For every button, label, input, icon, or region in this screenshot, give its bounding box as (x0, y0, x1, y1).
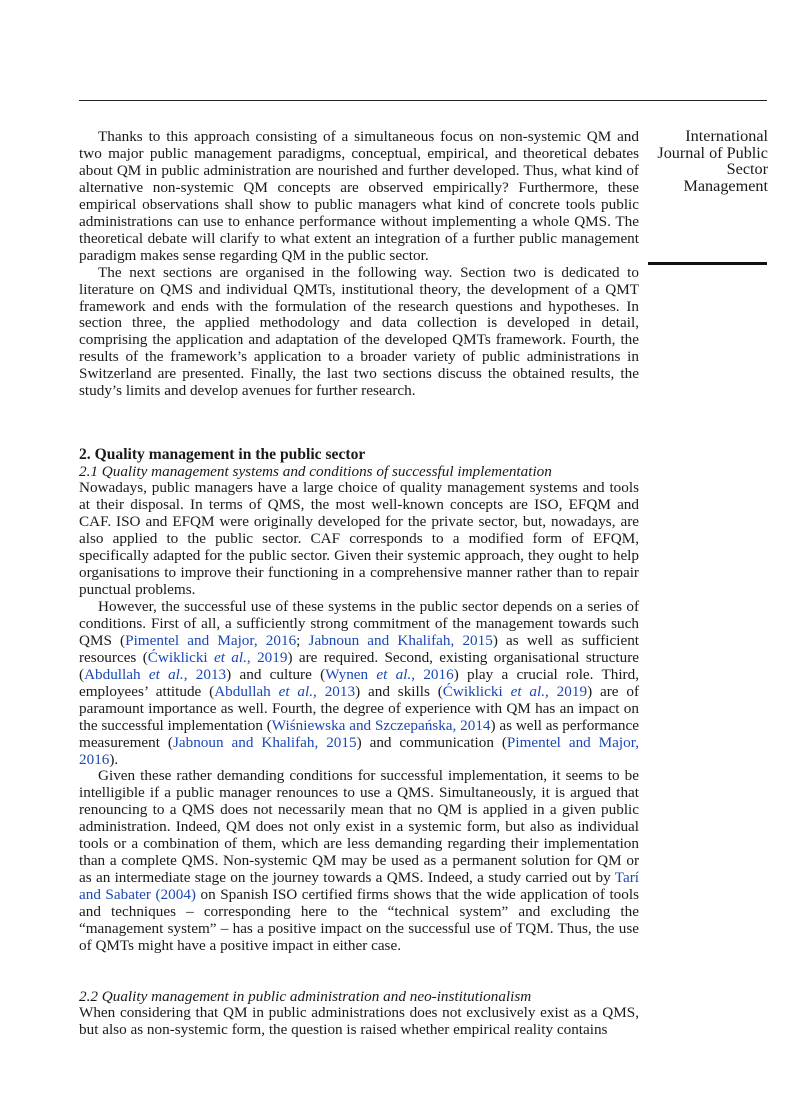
paragraph: Thanks to this approach consisting of a simultaneous focus on non-systemic QM and two major public management paradigms, conceptual, empirical, and theoretical debates about QM in public administration are nourished and further developed. Thus, what kind of alternative non-systemic QM concepts are observed empirically? Furthermore, these empirical observations shall show to public managers what kind of concrete tools public administrations can use to enhance performance without implementing a whole QMS. The theoretical debate will clarify to what extent an integration of a further public management paradigm makes sense regarding QM in the public sector. (79, 128, 639, 264)
journal-title-line: International (685, 127, 768, 145)
citation-link[interactable]: Ćwiklicki et al., 2019 (442, 682, 588, 700)
journal-title (648, 128, 768, 194)
section-heading: 2. Quality management in the public sector (79, 446, 366, 464)
citation-link[interactable]: Ćwiklicki et al., 2019 (147, 648, 288, 666)
subsection-heading: 2.2 Quality management in public administration and neo-institutionalism (79, 987, 532, 1005)
journal-title-line: Journal of Public (657, 143, 768, 162)
citation-link[interactable]: Abdullah et al., 2013 (84, 665, 227, 683)
citation-link[interactable]: Tarí and Sabater (2004) (79, 869, 639, 904)
journal-title-line: Sector (726, 160, 768, 179)
paragraph: Nowadays, public managers have a large choice of quality management systems and tools at their disposal. In terms of QMS, the most well-known concepts are ISO, EFQM and CAF. ISO and EFQM were originally developed for the private sector, but, nowadays, are also applied to the public sector. CAF corresponds to a modified form of EFQM, specifically adapted for the public sector. Given their systemic approach, they ought to help organisations to improve their functioning in a comprehensive manner rather than to repair punctual problems. (79, 479, 639, 598)
citation-link[interactable]: Abdullah et al., 2013 (214, 682, 356, 700)
citation-link[interactable]: Jabnoun and Khalifah, 2015 (172, 733, 357, 751)
citation-link[interactable]: Pimentel and Major, 2016 (79, 733, 639, 768)
subsection-heading: 2.1 Quality management systems and conditions of successful implementation (79, 463, 552, 481)
header-rule (79, 100, 767, 101)
journal-title-rule (648, 262, 767, 265)
citation-link[interactable]: Pimentel and Major, 2016 (125, 631, 297, 649)
citation-link[interactable]: Wiśniewska and Szczepańska, 2014 (271, 716, 491, 734)
journal-title-line: Management (683, 176, 768, 195)
paragraph: Given these rather demanding conditions for successful implementation, it seems to be intelligible if a public manager renounces to use a QMS. Simultaneously, it is argued that renouncing to a QMS does not necessarily mean that no QM is applied in a given public administration. Indeed, QM does not only exist in a systemic form, but also as individual tools or a combination of them, which are less demanding regarding their implementation than a complete QMS. Non-systemic QM may be used as a permanent solution for QM or as an intermediate stage on the journey towards a QMS. Indeed, a study carried out by Tarí and Sabater (2004) on Spanish ISO certified firms shows that the wide application of tools and techniques – corresponding here to the “technical system” and excluding the “management system” – has a positive impact on the successful use of TQM. Thus, the use of QMTs might have a positive impact in either case. (79, 767, 639, 954)
paragraph: However, the successful use of these systems in the public sector depends on a series of conditions. First of all, a sufficiently strong commitment of the management towards such QMS (Pimentel and Major, 2016; Jabnoun and Khalifah, 2015) as well as sufficient resources (Ćwiklicki et al., 2019) are required. Second, existing organisational structure (Abdullah et al., 2013) and culture (Wynen et al., 2016) play a crucial role. Third, employees’ attitude (Abdullah et al., 2013) and skills (Ćwiklicki et al., 2019) are of paramount importance as well. Fourth, the degree of experience with QM has an impact on the successful implementation (Wiśniewska and Szczepańska, 2014) as well as performance measurement (Jabnoun and Khalifah, 2015) and communication (Pimentel and Major, 2016). (79, 597, 640, 768)
citation-link[interactable]: Wynen et al., 2016 (325, 665, 454, 683)
paragraph: When considering that QM in public administrations does not exclusively exist as a QMS, but also as non-systemic form, the question is raised whether empirical reality contains (79, 1003, 639, 1038)
article-body (79, 129, 639, 1039)
paragraph: The next sections are organised in the following way. Section two is dedicated to literature on QMS and individual QMTs, institutional theory, the development of a QMT framework and ends with the formulation of the research questions and hypotheses. In section three, the applied methodology and data collection is developed in detail, comprising the application and adaptation of the developed QMTs framework. Fourth, the results of the framework’s application to a broader variety of public administrations in Switzerland are presented. Finally, the last two sections discuss the obtained results, the study’s limits and develop avenues for further research. (79, 263, 639, 400)
citation-link[interactable]: Jabnoun and Khalifah, 2015 (308, 631, 493, 649)
